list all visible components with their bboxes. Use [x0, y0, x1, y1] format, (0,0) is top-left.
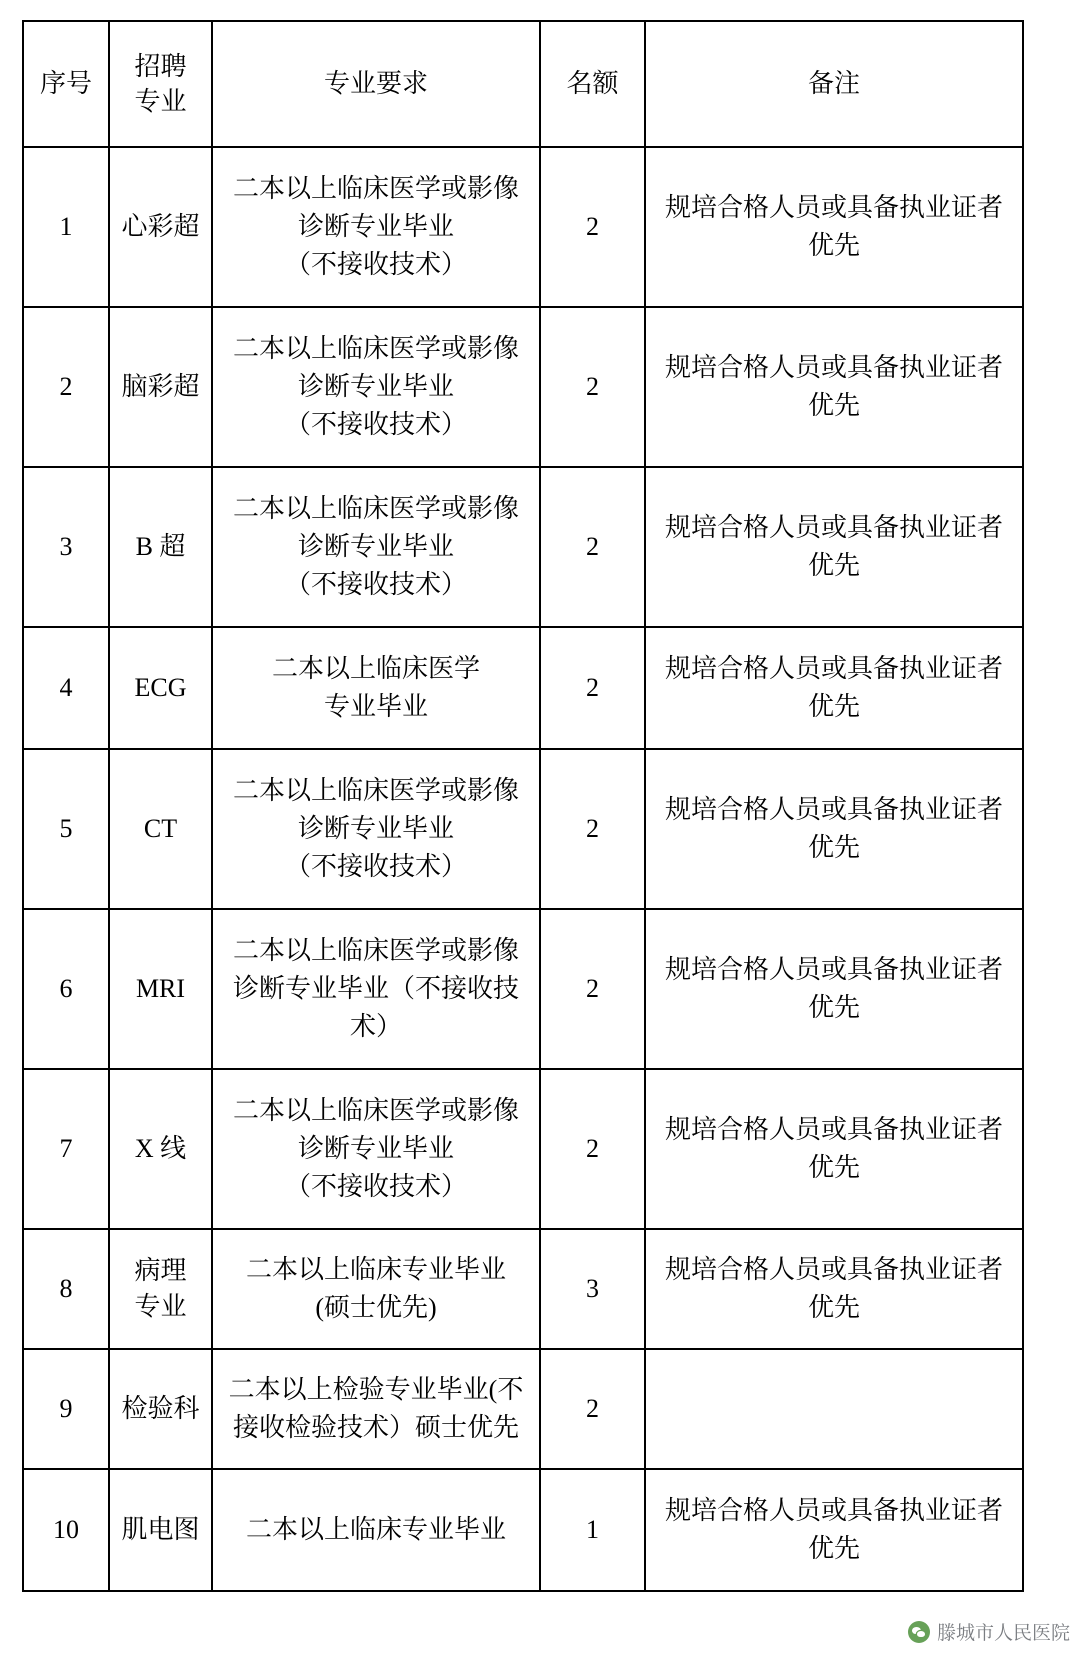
cell-major	[109, 147, 212, 307]
cell-requirement	[212, 749, 540, 909]
column-header-remark: 备注	[645, 21, 1023, 147]
recruitment-table	[22, 20, 1024, 1592]
cell-requirement-line: 接收检验技术）硕士优先	[232, 1413, 519, 1442]
table-row	[23, 1349, 1023, 1469]
cell-requirement-line: 二本以上临床医学或影像	[232, 936, 519, 966]
cell-major-line: 心彩超	[121, 211, 200, 241]
cell-index: 3	[23, 467, 109, 627]
cell-requirement-line: （不接收技术）	[284, 851, 467, 881]
cell-remark-line: 优先	[807, 231, 860, 260]
cell-requirement-line: (硕士优先)	[315, 1293, 437, 1322]
cell-remark	[645, 147, 1023, 307]
cell-quota: 2	[540, 467, 645, 627]
cell-requirement-line: 诊断专业毕业	[297, 814, 454, 844]
table-row	[23, 1069, 1023, 1229]
table-row	[23, 749, 1023, 909]
cell-remark	[645, 1469, 1023, 1591]
table-row	[23, 627, 1023, 749]
cell-requirement-line: 术）	[349, 1011, 402, 1041]
column-header-index: 序号	[23, 21, 109, 147]
cell-requirement-line: 诊断专业毕业	[297, 532, 454, 562]
cell-remark-line: 规培合格人员或具备执业证者	[664, 654, 1003, 684]
cell-requirement-line: 诊断专业毕业（不接收技	[232, 974, 519, 1004]
cell-major	[109, 749, 212, 909]
cell-requirement-line: 诊断专业毕业	[297, 372, 454, 402]
cell-major	[109, 627, 212, 749]
column-header-quota: 名额	[540, 21, 645, 147]
cell-major-line: CT	[143, 813, 178, 843]
cell-requirement-line: （不接收技术）	[284, 1171, 467, 1201]
cell-requirement-line: 二本以上检验专业毕业(不	[228, 1375, 524, 1405]
cell-requirement-line: （不接收技术）	[284, 249, 467, 279]
cell-major-line: 检验科	[121, 1393, 200, 1423]
table-row	[23, 307, 1023, 467]
table-header	[23, 21, 1023, 147]
cell-requirement-line: 二本以上临床医学或影像	[232, 776, 519, 806]
cell-quota: 2	[540, 307, 645, 467]
cell-requirement-line: 诊断专业毕业	[297, 1134, 454, 1164]
cell-remark-line: 规培合格人员或具备执业证者	[664, 795, 1003, 825]
cell-remark	[645, 467, 1023, 627]
cell-index: 5	[23, 749, 109, 909]
cell-requirement	[212, 147, 540, 307]
cell-major	[109, 307, 212, 467]
cell-requirement	[212, 1069, 540, 1229]
cell-requirement-line: 诊断专业毕业	[297, 212, 454, 242]
cell-requirement	[212, 307, 540, 467]
cell-requirement-line: 二本以上临床医学	[271, 654, 480, 684]
cell-remark-line: 优先	[807, 1293, 860, 1322]
cell-requirement	[212, 1229, 540, 1349]
cell-remark	[645, 749, 1023, 909]
cell-quota: 2	[540, 147, 645, 307]
cell-major-line: 病理	[134, 1255, 187, 1285]
cell-remark-line: 优先	[807, 833, 860, 862]
cell-remark-line: 规培合格人员或具备执业证者	[664, 353, 1003, 383]
cell-remark-line: 规培合格人员或具备执业证者	[664, 1255, 1003, 1285]
cell-quota: 2	[540, 627, 645, 749]
cell-requirement-line: 二本以上临床医学或影像	[232, 334, 519, 364]
cell-major	[109, 1349, 212, 1469]
table-row	[23, 1229, 1023, 1349]
cell-requirement-line: 二本以上临床医学或影像	[232, 494, 519, 524]
wechat-watermark	[908, 1618, 1070, 1645]
cell-requirement	[212, 909, 540, 1069]
cell-requirement-line: 专业毕业	[323, 692, 428, 721]
column-header-major-line2: 专业	[134, 87, 187, 116]
cell-remark-line: 优先	[807, 1534, 860, 1563]
cell-remark	[645, 1229, 1023, 1349]
table-row	[23, 909, 1023, 1069]
cell-major-line: B 超	[135, 531, 186, 561]
column-header-major	[109, 21, 212, 147]
wechat-account-name: 滕城市人民医院	[936, 1623, 1070, 1644]
cell-remark-line: 优先	[807, 692, 860, 721]
cell-index: 10	[23, 1469, 109, 1591]
cell-requirement-line: 二本以上临床专业毕业	[245, 1255, 506, 1285]
cell-quota: 1	[540, 1469, 645, 1591]
cell-remark	[645, 1069, 1023, 1229]
cell-remark-line: 优先	[807, 993, 860, 1022]
cell-requirement-line: （不接收技术）	[284, 409, 467, 439]
cell-quota: 2	[540, 909, 645, 1069]
cell-remark	[645, 627, 1023, 749]
cell-major	[109, 1069, 212, 1229]
cell-requirement	[212, 467, 540, 627]
cell-major-line: MRI	[135, 973, 186, 1003]
cell-remark-line: 优先	[807, 551, 860, 580]
cell-remark-line: 规培合格人员或具备执业证者	[664, 1496, 1003, 1526]
cell-major-line: X 线	[134, 1133, 187, 1163]
cell-quota: 2	[540, 1069, 645, 1229]
cell-requirement-line: 二本以上临床医学或影像	[232, 174, 519, 204]
table-row	[23, 147, 1023, 307]
table-row	[23, 1469, 1023, 1591]
cell-index: 6	[23, 909, 109, 1069]
cell-major-line: ECG	[134, 672, 187, 702]
cell-major	[109, 467, 212, 627]
cell-requirement	[212, 1469, 540, 1591]
cell-major	[109, 1229, 212, 1349]
cell-requirement	[212, 627, 540, 749]
cell-major-line: 专业	[134, 1292, 187, 1321]
cell-remark	[645, 1349, 1023, 1469]
cell-remark	[645, 909, 1023, 1069]
cell-major-line: 肌电图	[121, 1514, 200, 1544]
cell-index: 4	[23, 627, 109, 749]
cell-index: 1	[23, 147, 109, 307]
cell-requirement-line: 二本以上临床医学或影像	[232, 1096, 519, 1126]
cell-requirement-line: 二本以上临床专业毕业	[245, 1515, 506, 1545]
cell-remark-line: 规培合格人员或具备执业证者	[664, 513, 1003, 543]
cell-major	[109, 1469, 212, 1591]
wechat-icon	[908, 1621, 930, 1643]
table-body	[23, 147, 1023, 1591]
cell-requirement-line: （不接收技术）	[284, 569, 467, 599]
cell-major-line: 脑彩超	[121, 371, 200, 401]
cell-index: 8	[23, 1229, 109, 1349]
cell-major	[109, 909, 212, 1069]
cell-remark-line: 优先	[807, 391, 860, 420]
cell-quota: 2	[540, 749, 645, 909]
cell-quota: 3	[540, 1229, 645, 1349]
cell-index: 9	[23, 1349, 109, 1469]
cell-remark-line: 规培合格人员或具备执业证者	[664, 193, 1003, 223]
table-header-row	[23, 21, 1023, 147]
cell-remark	[645, 307, 1023, 467]
cell-remark-line: 规培合格人员或具备执业证者	[664, 1115, 1003, 1145]
cell-index: 7	[23, 1069, 109, 1229]
cell-remark-line: 优先	[807, 1153, 860, 1182]
cell-requirement	[212, 1349, 540, 1469]
cell-remark-line: 规培合格人员或具备执业证者	[664, 955, 1003, 985]
table-row	[23, 467, 1023, 627]
cell-quota: 2	[540, 1349, 645, 1469]
column-header-major-line1: 招聘	[134, 51, 187, 81]
cell-index: 2	[23, 307, 109, 467]
column-header-requirement: 专业要求	[212, 21, 540, 147]
